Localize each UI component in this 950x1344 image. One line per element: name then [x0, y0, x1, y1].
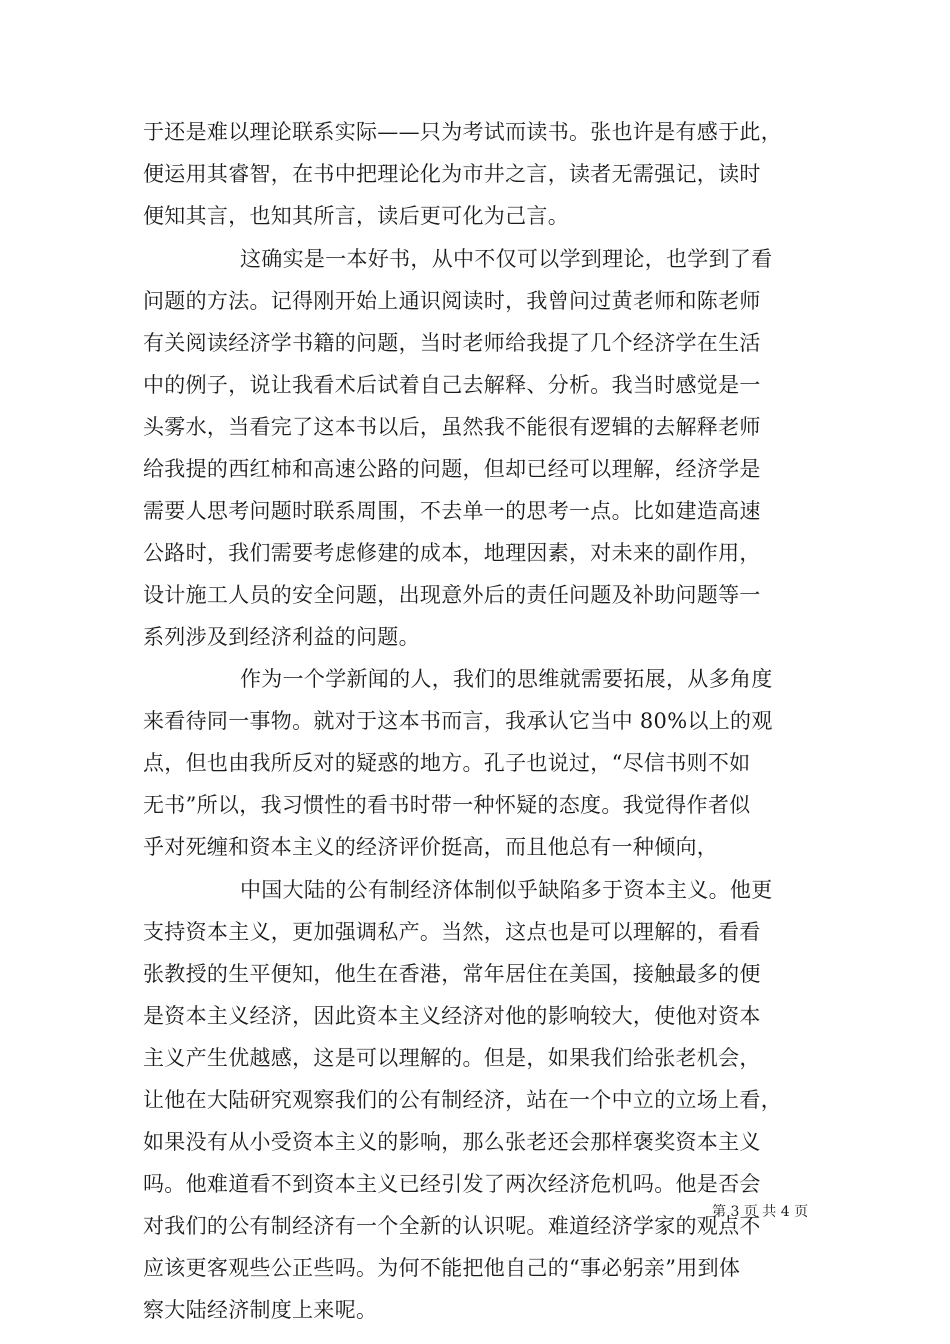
- paragraph-line: 如果没有从小受资本主义的影响，那么张老还会那样褒奖资本主义: [143, 1130, 761, 1154]
- paragraph-line: 是资本主义经济，因此资本主义经济对他的影响较大，使他对资本: [143, 1004, 761, 1028]
- paragraph-line: 支持资本主义，更加强调私产。当然，这点也是可以理解的，看看: [143, 920, 761, 944]
- paragraph-line: 有关阅读经济学书籍的问题，当时老师给我提了几个经济学在生活: [143, 331, 761, 355]
- page-number-footer: 第 3 页 共 4 页: [712, 1204, 809, 1220]
- paragraph-line: 设计施工人员的安全问题，出现意外后的责任问题及补助问题等一: [143, 583, 761, 607]
- paragraph-line: 吗。他难道看不到资本主义已经引发了两次经济危机吗。他是否会: [143, 1172, 761, 1196]
- paragraph-line: 需要人思考问题时联系周围，不去单一的思考一点。比如建造高速: [143, 499, 761, 523]
- paragraph-line: 张教授的生平便知，他生在香港，常年居住在美国，接触最多的便: [143, 962, 761, 986]
- paragraph-line: 作为一个学新闻的人，我们的思维就需要拓展，从多角度: [240, 667, 773, 691]
- paragraph-line: 头雾水，当看完了这本书以后，虽然我不能很有逻辑的去解释老师: [143, 415, 761, 439]
- paragraph-line: 问题的方法。记得刚开始上通识阅读时，我曾问过黄老师和陈老师: [143, 289, 761, 313]
- paragraph-line: 这确实是一本好书，从中不仅可以学到理论，也学到了看: [240, 247, 773, 271]
- paragraph-line: 察大陆经济制度上来呢。: [143, 1298, 378, 1322]
- paragraph-line: 点，但也由我所反对的疑惑的地方。孔子也说过，“尽信书则不如: [143, 751, 751, 775]
- paragraph-line: 便知其言，也知其所言，读后更可化为己言。: [143, 204, 569, 228]
- paragraph-line: 主义产生优越感，这是可以理解的。但是，如果我们给张老机会，: [143, 1046, 761, 1070]
- paragraph-line: 给我提的西红柿和高速公路的问题，但却已经可以理解，经济学是: [143, 457, 761, 481]
- paragraph-line: 对我们的公有制经济有一个全新的认识呢。难道经济学家的观点不: [143, 1214, 761, 1238]
- paragraph-line: 来看待同一事物。就对于这本书而言，我承认它当中 80%以上的观: [143, 709, 773, 733]
- paragraph-line: 中的例子，说让我看术后试着自己去解释、分析。我当时感觉是一: [143, 373, 761, 397]
- paragraph-line: 无书”所以，我习惯性的看书时带一种怀疑的态度。我觉得作者似: [143, 793, 751, 817]
- paragraph-line: 公路时，我们需要考虑修建的成本，地理因素，对未来的副作用，: [143, 541, 761, 565]
- paragraph-line: 乎对死缠和资本主义的经济评价挺高，而且他总有一种倾向，: [143, 835, 719, 859]
- paragraph-line: 中国大陆的公有制经济体制似乎缺陷多于资本主义。他更: [240, 878, 773, 902]
- paragraph-line: 于还是难以理论联系实际——只为考试而读书。张也许是有感于此，: [143, 120, 782, 144]
- paragraph-line: 应该更客观些公正些吗。为何不能把他自己的“事必躬亲”用到体: [143, 1256, 741, 1280]
- paragraph-line: 便运用其睿智，在书中把理论化为市井之言，读者无需强记，读时: [143, 162, 761, 186]
- paragraph-line: 系列涉及到经济利益的问题。: [143, 625, 420, 649]
- paragraph-line: 让他在大陆研究观察我们的公有制经济，站在一个中立的立场上看，: [143, 1088, 782, 1112]
